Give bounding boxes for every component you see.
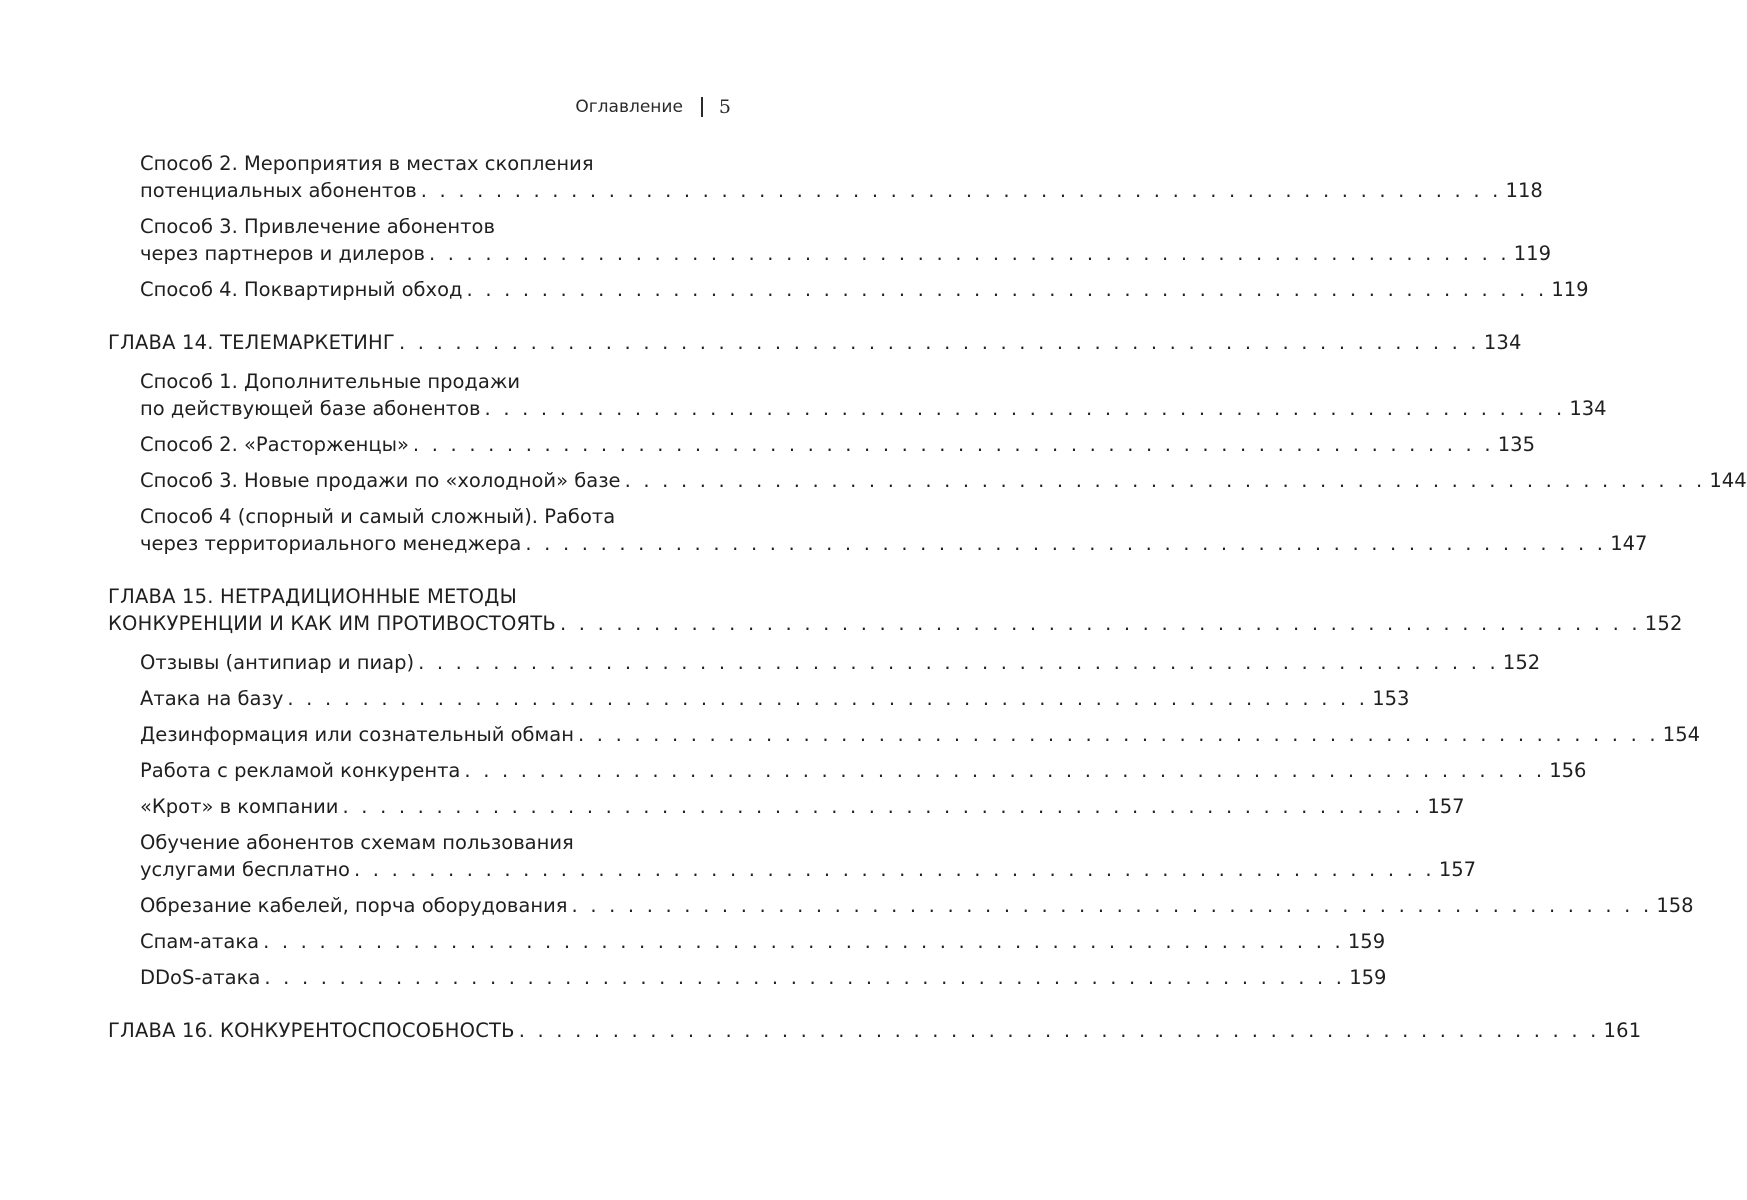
dot-leader: . . . . . . . . . . . . . . . . . . . . . . . . . . . . . . . . . . . . . . . . . . . . . . . . . . . . . . . . . . xyxy=(263,930,1344,953)
toc-page-number: 157 xyxy=(1427,795,1465,818)
toc-entry-title-line: Способ 2. Мероприятия в местах скопления xyxy=(140,152,594,175)
toc-section-entry[interactable] xyxy=(108,757,1587,784)
running-head-separator xyxy=(701,97,703,117)
toc-section-entry[interactable] xyxy=(108,213,1551,267)
toc-page-number: 161 xyxy=(1603,1019,1642,1042)
toc-entry-title-line: Обучение абонентов схемам пользования xyxy=(140,831,574,854)
dot-leader: . . . . . . . . . . . . . . . . . . . . . . . . . . . . . . . . . . . . . . . . . . . . . . . . . . . . . . . . . . xyxy=(484,397,1566,420)
toc-entry-leader-line xyxy=(140,240,1551,267)
toc-chapter-entry[interactable] xyxy=(108,1017,1642,1044)
toc-page-number: 134 xyxy=(1483,331,1522,354)
dot-leader: . . . . . . . . . . . . . . . . . . . . . . . . . . . . . . . . . . . . . . . . . . . . . . . . . . . . . . . . . . xyxy=(418,651,1499,674)
toc-page-number: 157 xyxy=(1438,858,1477,881)
page-number: 5 xyxy=(718,96,731,118)
toc-entry-leader-line xyxy=(140,757,1587,784)
toc-entry-title: потенциальных абонентов xyxy=(140,179,417,202)
dot-leader: . . . . . . . . . . . . . . . . . . . . . . . . . . . . . . . . . . . . . . . . . . . . . . . . . . . . . . . . . . xyxy=(466,278,1548,301)
toc-entry-title: Атака на базу xyxy=(140,687,284,710)
toc-entry-title: Способ 3. Новые продажи по «холодной» базе xyxy=(140,469,621,492)
toc-entry-leader-line xyxy=(108,610,1683,637)
toc-page-number: 119 xyxy=(1513,242,1551,265)
toc-page-number: 152 xyxy=(1502,651,1541,674)
toc-entry-title: DDoS-атака xyxy=(140,966,261,989)
toc-chapter-entry[interactable] xyxy=(108,329,1522,356)
toc-page-number: 134 xyxy=(1569,397,1607,420)
toc-entry-title: Способ 4. Поквартирный обход xyxy=(140,278,463,301)
dot-leader: . . . . . . . . . . . . . . . . . . . . . . . . . . . . . . . . . . . . . . . . . . . . . . . . . . . . . . . . . . xyxy=(518,1019,1600,1042)
toc-section-entry[interactable] xyxy=(108,467,1747,494)
toc-entry-leader-line xyxy=(140,964,1387,991)
toc-page-number: 156 xyxy=(1549,759,1587,782)
toc-entry-leader-line xyxy=(108,1017,1642,1044)
dot-leader: . . . . . . . . . . . . . . . . . . . . . . . . . . . . . . . . . . . . . . . . . . . . . . . . . . . . . . . . . . xyxy=(342,795,1424,818)
toc-entry-title-line: Способ 1. Дополнительные продажи xyxy=(140,370,521,393)
toc-page-number: 119 xyxy=(1551,278,1589,301)
dot-leader: . . . . . . . . . . . . . . . . . . . . . . . . . . . . . . . . . . . . . . . . . . . . . . . . . . . . . . . . . . xyxy=(420,179,1502,202)
table-of-contents xyxy=(108,150,1747,1056)
toc-section-entry[interactable] xyxy=(108,829,1477,883)
dot-leader: . . . . . . . . . . . . . . . . . . . . . . . . . . . . . . . . . . . . . . . . . . . . . . . . . . . . . . . . . . xyxy=(412,433,1494,456)
toc-entry-title: Работа с рекламой конкурента xyxy=(140,759,461,782)
toc-section-entry[interactable] xyxy=(108,368,1607,422)
toc-page-number: 144 xyxy=(1709,469,1747,492)
dot-leader: . . . . . . . . . . . . . . . . . . . . . . . . . . . . . . . . . . . . . . . . . . . . . . . . . . . . . . . . . . xyxy=(571,894,1653,917)
toc-page-number: 118 xyxy=(1505,179,1543,202)
toc-entry-leader-line xyxy=(140,685,1410,712)
toc-page-number: 159 xyxy=(1349,966,1387,989)
toc-section-entry[interactable] xyxy=(108,150,1543,204)
toc-section-entry[interactable] xyxy=(108,685,1410,712)
toc-entry-title: Отзывы (антипиар и пиар) xyxy=(140,651,415,674)
toc-page-number: 154 xyxy=(1662,723,1701,746)
dot-leader: . . . . . . . . . . . . . . . . . . . . . . . . . . . . . . . . . . . . . . . . . . . . . . . . . . . . . . . . . . xyxy=(577,723,1659,746)
toc-entry-title: через партнеров и дилеров xyxy=(140,242,425,265)
toc-section-entry[interactable] xyxy=(108,928,1386,955)
toc-entry-title-line: Способ 4 (спорный и самый сложный). Работа xyxy=(140,505,616,528)
toc-entry-leader-line xyxy=(140,856,1477,883)
toc-page-number: 135 xyxy=(1497,433,1535,456)
toc-entry-leader-line xyxy=(140,721,1701,748)
toc-entry-title: Обрезание кабелей, порча оборудования xyxy=(140,894,568,917)
toc-section-entry[interactable] xyxy=(108,276,1589,303)
toc-entry-title: ГЛАВА 14. ТЕЛЕМАРКЕТИНГ xyxy=(108,331,395,354)
toc-entry-leader-line xyxy=(140,177,1543,204)
toc-page-number: 147 xyxy=(1610,532,1648,555)
toc-section-entry[interactable] xyxy=(108,649,1541,676)
dot-leader: . . . . . . . . . . . . . . . . . . . . . . . . . . . . . . . . . . . . . . . . . . . . . . . . . . . . . . . . . . xyxy=(287,687,1369,710)
running-head-title: Оглавление xyxy=(575,97,683,117)
toc-entry-leader-line xyxy=(140,431,1535,458)
toc-entry-leader-line xyxy=(140,467,1747,494)
toc-entry-leader-line xyxy=(140,649,1541,676)
toc-entry-title: Способ 2. «Расторженцы» xyxy=(140,433,409,456)
toc-entry-title: «Крот» в компании xyxy=(140,795,339,818)
toc-section-entry[interactable] xyxy=(108,503,1648,557)
toc-entry-leader-line xyxy=(140,928,1386,955)
dot-leader: . . . . . . . . . . . . . . . . . . . . . . . . . . . . . . . . . . . . . . . . . . . . . . . . . . . . . . . . . . xyxy=(264,966,1346,989)
toc-entry-title: ГЛАВА 16. КОНКУРЕНТОСПОСОБНОСТЬ xyxy=(108,1019,515,1042)
toc-entry-title-line: ГЛАВА 15. НЕТРАДИЦИОННЫЕ МЕТОДЫ xyxy=(108,585,518,608)
toc-page-number: 159 xyxy=(1347,930,1386,953)
toc-entry-title: КОНКУРЕНЦИИ И КАК ИМ ПРОТИВОСТОЯТЬ xyxy=(108,612,556,635)
toc-entry-title-line: Способ 3. Привлечение абонентов xyxy=(140,215,495,238)
toc-section-entry[interactable] xyxy=(108,964,1387,991)
dot-leader: . . . . . . . . . . . . . . . . . . . . . . . . . . . . . . . . . . . . . . . . . . . . . . . . . . . . . . . . . . xyxy=(525,532,1607,555)
toc-entry-title: Спам-атака xyxy=(140,930,260,953)
toc-entry-title: через территориального менеджера xyxy=(140,532,522,555)
toc-page-number: 153 xyxy=(1372,687,1410,710)
toc-entry-leader-line xyxy=(140,793,1465,820)
dot-leader: . . . . . . . . . . . . . . . . . . . . . . . . . . . . . . . . . . . . . . . . . . . . . . . . . . . . . . . . . . xyxy=(398,331,1480,354)
toc-page-number: 152 xyxy=(1644,612,1683,635)
dot-leader: . . . . . . . . . . . . . . . . . . . . . . . . . . . . . . . . . . . . . . . . . . . . . . . . . . . . . . . . . . xyxy=(464,759,1546,782)
toc-page-number: 158 xyxy=(1656,894,1694,917)
toc-entry-title: по действующей базе абонентов xyxy=(140,397,481,420)
toc-section-entry[interactable] xyxy=(108,892,1694,919)
toc-entry-leader-line xyxy=(140,892,1694,919)
toc-entry-title: Дезинформация или сознательный обман xyxy=(140,723,574,746)
toc-chapter-entry[interactable] xyxy=(108,583,1683,637)
toc-section-entry[interactable] xyxy=(108,721,1701,748)
toc-section-entry[interactable] xyxy=(108,793,1465,820)
dot-leader: . . . . . . . . . . . . . . . . . . . . . . . . . . . . . . . . . . . . . . . . . . . . . . . . . . . . . . . . . . xyxy=(428,242,1510,265)
toc-entry-leader-line xyxy=(140,276,1589,303)
dot-leader: . . . . . . . . . . . . . . . . . . . . . . . . . . . . . . . . . . . . . . . . . . . . . . . . . . . . . . . . . . xyxy=(624,469,1706,492)
toc-entry-leader-line xyxy=(140,395,1607,422)
toc-entry-leader-line xyxy=(108,329,1522,356)
dot-leader: . . . . . . . . . . . . . . . . . . . . . . . . . . . . . . . . . . . . . . . . . . . . . . . . . . . . . . . . . . xyxy=(559,612,1641,635)
running-head xyxy=(575,96,731,118)
toc-entry-leader-line xyxy=(140,530,1648,557)
toc-entry-title: услугами бесплатно xyxy=(140,858,350,881)
dot-leader: . . . . . . . . . . . . . . . . . . . . . . . . . . . . . . . . . . . . . . . . . . . . . . . . . . . . . . . . . . xyxy=(354,858,1435,881)
toc-section-entry[interactable] xyxy=(108,431,1535,458)
